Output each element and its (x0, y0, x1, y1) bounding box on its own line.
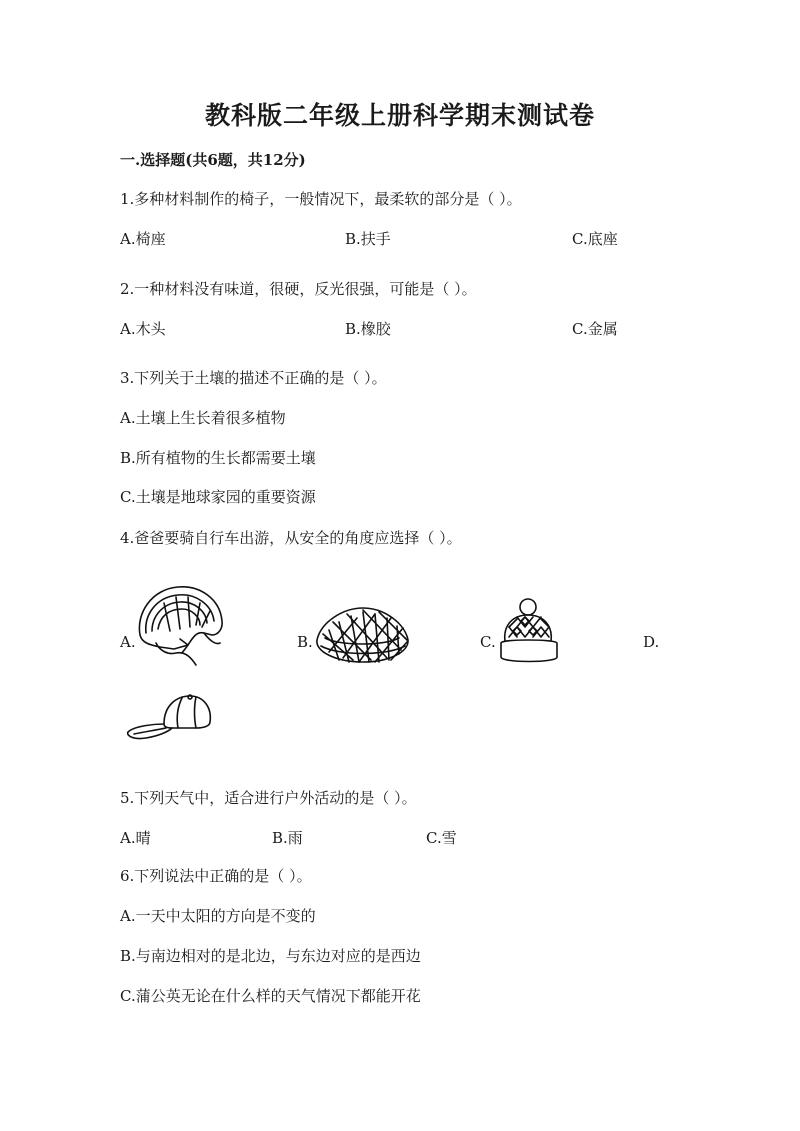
q4-option-d[interactable]: D. (643, 633, 660, 651)
q1-option-c[interactable]: C.底座 (572, 230, 618, 248)
q1-option-a[interactable]: A.椅座 (120, 230, 166, 248)
bicycle-helmet-icon[interactable] (134, 583, 226, 668)
q6-option-b[interactable]: B.与南边相对的是北边，与东边对应的是西边 (120, 947, 421, 965)
q6-option-c[interactable]: C.蒲公英无论在什么样的天气情况下都能开花 (120, 987, 421, 1005)
q3-option-b[interactable]: B.所有植物的生长都需要土壤 (120, 449, 316, 467)
q5-option-c[interactable]: C.雪 (426, 829, 457, 847)
q6-option-a[interactable]: A.一天中太阳的方向是不变的 (120, 907, 316, 925)
section-heading: 一.选择题(共6题，共12分) (120, 151, 306, 169)
q3-option-c[interactable]: C.土壤是地球家园的重要资源 (120, 488, 316, 506)
baseball-cap-icon[interactable] (124, 692, 214, 744)
question-2: 2.一种材料没有味道，很硬，反光很强，可能是（ ）。 (120, 280, 477, 298)
q2-option-b[interactable]: B.橡胶 (345, 320, 391, 338)
q2-option-c[interactable]: C.金属 (572, 320, 618, 338)
q5-option-a[interactable]: A.晴 (120, 829, 151, 847)
question-4: 4.爸爸要骑自行车出游，从安全的角度应选择（ ）。 (120, 529, 462, 547)
knit-beanie-icon[interactable] (495, 597, 565, 667)
question-1: 1.多种材料制作的椅子，一般情况下，最柔软的部分是（ ）。 (120, 190, 522, 208)
straw-hat-icon[interactable] (313, 604, 411, 666)
question-6: 6.下列说法中正确的是（ ）。 (120, 867, 312, 885)
q1-option-b[interactable]: B.扶手 (345, 230, 391, 248)
question-5: 5.下列天气中，适合进行户外活动的是（ ）。 (120, 789, 417, 807)
q4-option-a[interactable]: A. (120, 633, 136, 651)
q2-option-a[interactable]: A.木头 (120, 320, 166, 338)
question-3: 3.下列关于土壤的描述不正确的是（ ）。 (120, 369, 387, 387)
page-title: 教科版二年级上册科学期末测试卷 (204, 101, 595, 130)
q4-option-c[interactable]: C. (480, 633, 496, 651)
q3-option-a[interactable]: A.土壤上生长着很多植物 (120, 409, 286, 427)
q4-option-b[interactable]: B. (297, 633, 313, 651)
q5-option-b[interactable]: B.雨 (272, 829, 303, 847)
